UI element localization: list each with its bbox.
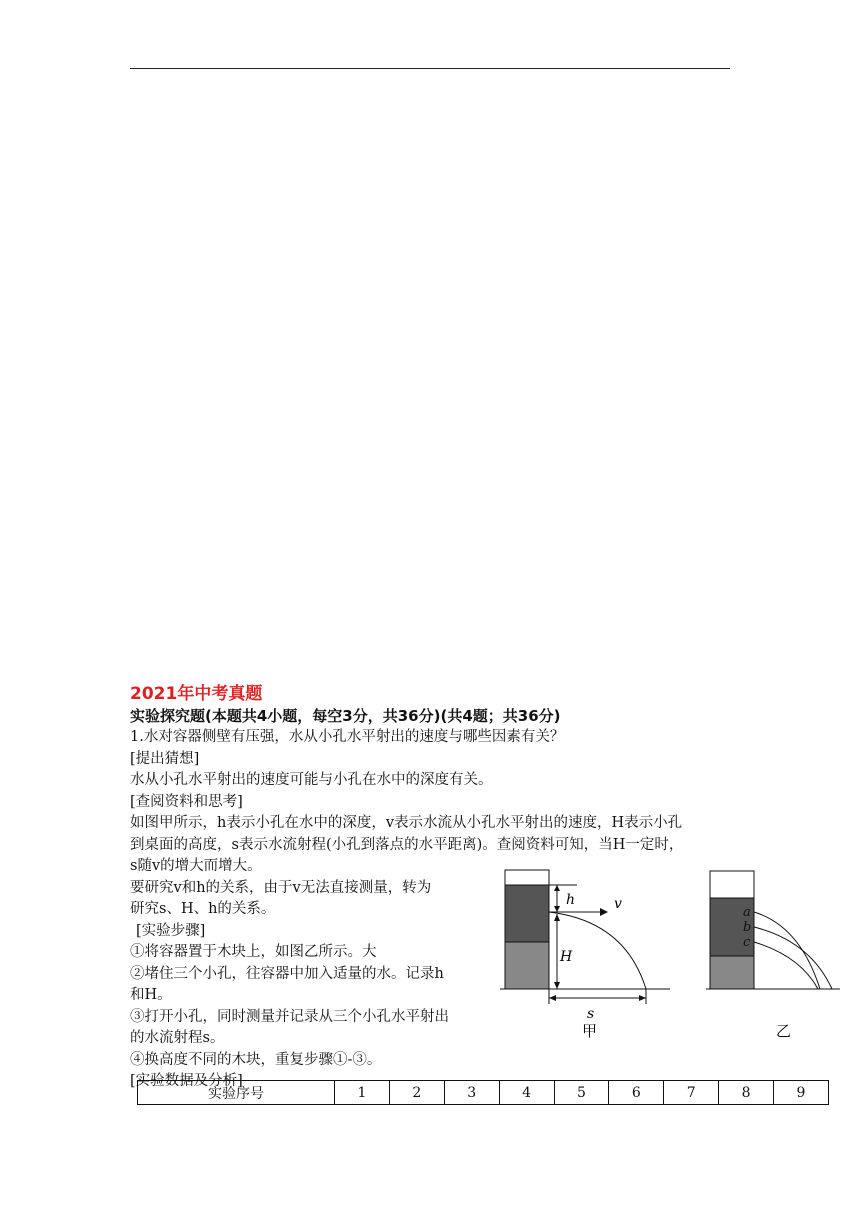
section-title: 实验探究题(本题共4小题，每空3分，共36分)(共4题；共36分) xyxy=(130,707,561,725)
data-table xyxy=(137,1080,829,1105)
question-stem: 1.水对容器侧壁有压强，水从小孔水平射出的速度与哪些因素有关？ xyxy=(130,729,565,745)
h-arrow-up xyxy=(554,885,560,891)
figure-jia xyxy=(500,870,670,1040)
table-col-9: 9 xyxy=(774,1081,829,1105)
step-2-line-1: ②堵住三个小孔，往容器中加入适量的水。记录h xyxy=(130,965,444,982)
table-col-2: 2 xyxy=(389,1081,444,1105)
step-3-line-1: ③打开小孔，同时测量并记录从三个小孔水平射出 xyxy=(130,1008,449,1025)
label-c: c xyxy=(743,935,751,950)
table-col-5: 5 xyxy=(554,1081,609,1105)
table-col-3: 3 xyxy=(444,1081,499,1105)
experiment-figure xyxy=(500,866,840,1046)
H-arrow-up xyxy=(554,914,560,921)
hypothesis-heading: [提出猜想] xyxy=(130,750,200,767)
caption-jia: 甲 xyxy=(582,1022,598,1040)
container-top-left xyxy=(505,870,549,885)
label-a: a xyxy=(743,905,751,920)
wood-block-right xyxy=(710,956,754,989)
step-4: ④换高度不同的木块，重复步骤①-③。 xyxy=(130,1051,382,1068)
label-v: v xyxy=(614,896,622,912)
hypothesis-text: 水从小孔水平射出的速度可能与小孔在水中的深度有关。 xyxy=(130,772,493,788)
label-H: H xyxy=(560,949,573,965)
research-heading: [查阅资料和思考] xyxy=(130,793,243,810)
header-rule xyxy=(130,68,730,69)
research-line-3: s随v的增大而增大。 xyxy=(130,858,262,874)
research-line-2: 到桌面的高度，s表示水流射程(小孔到落点的水平距离)。查阅资料可知，当H一定时， xyxy=(130,836,684,853)
method-line-1: 要研究v和h的关系，由于v无法直接测量，转为 xyxy=(130,879,432,896)
table-col-7: 7 xyxy=(664,1081,719,1105)
data-heading: [实验数据及分析] xyxy=(130,1073,243,1089)
experiment-diagram xyxy=(500,866,840,1046)
table-col-4: 4 xyxy=(499,1081,554,1105)
label-h: h xyxy=(566,892,576,908)
s-arrow-right xyxy=(639,995,646,1001)
label-s: s xyxy=(587,1006,595,1022)
wood-block-left xyxy=(505,942,549,989)
water-left xyxy=(505,885,549,942)
s-arrow-left xyxy=(549,995,556,1001)
label-b: b xyxy=(743,920,752,935)
steps-heading: [实验步骤] xyxy=(136,922,206,939)
table-row xyxy=(138,1081,829,1105)
table-header-label: 实验序号 xyxy=(138,1081,335,1105)
H-arrow-down xyxy=(554,982,560,989)
container-top-right xyxy=(710,871,754,898)
jet-c xyxy=(754,942,818,989)
table-col-8: 8 xyxy=(719,1081,774,1105)
step-2-line-2: 和H。 xyxy=(130,987,172,1003)
h-arrow-down xyxy=(554,906,560,912)
table-col-1: 1 xyxy=(335,1081,390,1105)
method-line-2: 研究s、H、h的关系。 xyxy=(130,901,276,917)
step-3-line-2: 的水流射程s。 xyxy=(130,1030,225,1046)
page-title: 2021年中考真题 xyxy=(130,684,263,704)
research-line-1: 如图甲所示，h表示小孔在水中的深度，v表示水流从小孔水平射出的速度，H表示小孔 xyxy=(130,815,683,831)
table-col-6: 6 xyxy=(609,1081,664,1105)
figure-yi xyxy=(706,871,840,1040)
caption-yi: 乙 xyxy=(776,1022,792,1040)
v-arrow-head xyxy=(600,908,608,916)
step-1: ①将容器置于木块上，如图乙所示。大 xyxy=(130,944,377,960)
jet-b xyxy=(754,927,832,989)
